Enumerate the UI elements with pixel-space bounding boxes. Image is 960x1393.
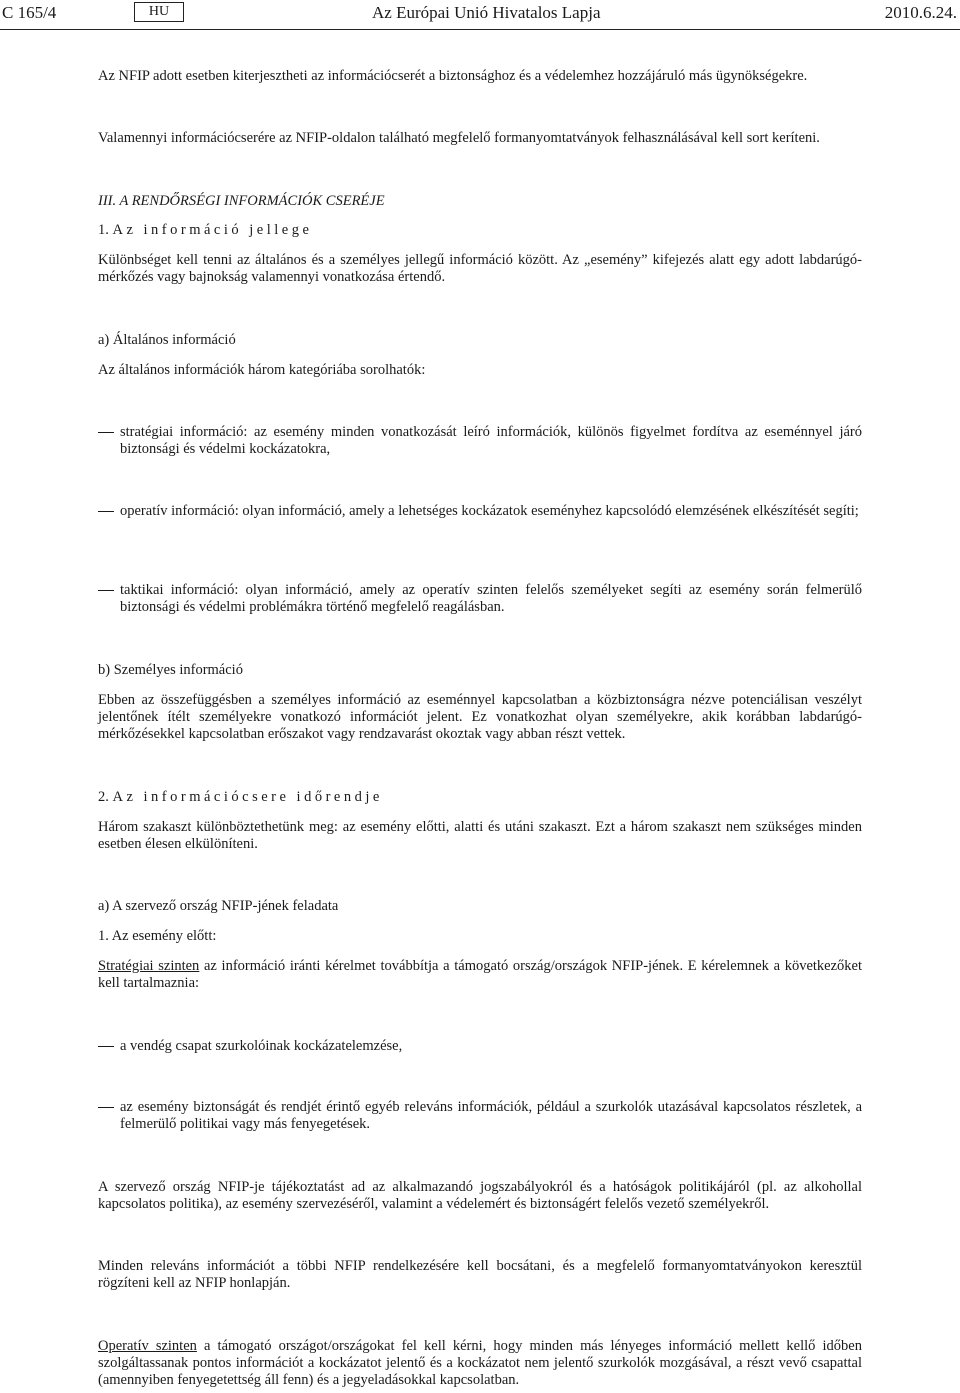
publication-date: 2010.6.24. (884, 3, 957, 22)
strategic-level-text: az információ iránti kérelmet továbbítja a támogató ország/országok NFIP-jének. E kérelemnek a következőket kell tartalmaznia: (98, 958, 862, 991)
dash-icon (98, 582, 114, 599)
page-reference: C 165/4 (2, 3, 57, 22)
list-item-text: az esemény biztonságát és rendjét érintő egyéb releváns információk, például a szurkolók utazásával kapcsolatos részletek, a felmerülő politikai vagy más fenyegetések. (120, 1099, 862, 1132)
strategic-level-label: Stratégiai szinten (98, 958, 200, 974)
paragraph-personal-info: Ebben az összefüggésben a személyes információ az eseménnyel kapcsolatban a közbiztonságra nézve potenciálisan veszélyt jelentőnek ítélt személyekre vonatkozó információt jelent. Ez vonatkozhat olyan személyekre, akik korábban labdarúgó-mérkőzésekkel kapcsolatban erőszakot vagy rendzavarást okoztak vagy abban részt vettek. (98, 692, 862, 742)
subsection-1-heading (98, 222, 862, 239)
list-item-text: a vendég csapat szurkolóinak kockázatelemzése, (120, 1038, 403, 1054)
section-title: III. A RENDŐRSÉGI INFORMÁCIÓK CSERÉJE (98, 193, 385, 209)
paragraph-phases: Három szakaszt különböztethetünk meg: az esemény előtti, alatti és utáni szakaszt. Ezt a három szakaszt nem szükséges minden esetben élesen elkülöníteni. (98, 819, 862, 852)
paragraph-operative-level (98, 1338, 862, 1389)
subsection-2-number: 2. (98, 789, 109, 805)
dash-icon (98, 503, 114, 520)
header-divider (0, 29, 960, 30)
subsection-1-title: Az információ jellege (112, 222, 313, 238)
subsection-2-title: Az információcsere időrendje (112, 789, 383, 805)
paragraph-forms: Valamennyi információcserére az NFIP-oldalon található megfelelő formanyomtatványok felhasználásával kell sort keríteni. (98, 130, 820, 146)
paragraph-info-types: Különbséget kell tenni az általános és a személyes jellegű információ között. Az „esemény” kifejezés alatt egy adott labdarúgó-mérkőzés vagy bajnokság valamennyi vonatkozása értendő. (98, 252, 862, 285)
operative-level-label: Operatív szinten (98, 1338, 197, 1354)
paragraph-general-intro: Az általános információk három kategóriába sorolhatók: (98, 362, 426, 378)
subsection-2-heading (98, 789, 862, 806)
heading-before-event: 1. Az esemény előtt: (98, 928, 217, 944)
paragraph-share-info: Minden releváns információt a többi NFIP rendelkezésére kell bocsátani, és a megfelelő formanyomtatványokon keresztül rögzíteni kell az NFIP honlapján. (98, 1258, 862, 1291)
dash-icon (98, 1038, 114, 1055)
paragraph-host-info: A szervező ország NFIP-je tájékoztatást ad az alkalmazandó jogszabályokról és a hatóságok politikájáról (pl. az alkohollal kapcsolatos politika), az esemény szervezéséről, valamint a védelemért és biztonságért felelős vezető személyekről. (98, 1179, 862, 1212)
heading-general-info: a) Általános információ (98, 332, 236, 348)
subsection-1-number: 1. (98, 222, 109, 238)
list-item-text: operatív információ: olyan információ, amely a lehetséges kockázatok eseményhez kapcsolódó elemzésének elkészítését segíti; (120, 503, 859, 519)
heading-personal-info: b) Személyes információ (98, 662, 243, 678)
list-item-text: taktikai információ: olyan információ, amely az operatív szinten felelős személyeket segíti az esemény során felmerülő biztonsági és védelmi problémákra történő megfelelő reagálásban. (120, 582, 862, 615)
dash-icon (98, 1099, 114, 1116)
operative-level-text: a támogató országot/országokat fel kell kérni, hogy minden más lényeges információ mellett kellő időben szolgáltassanak pontos információt a kockázatot jelentő és a kockázatot nem jelentő szurkolók mozgásával, a részt vevő csapattal (amennyiben fenyegetettség áll fenn) és a jegyeladásokkal kapcsolatban. (98, 1338, 862, 1388)
journal-title: Az Európai Unió Hivatalos Lapja (372, 3, 601, 22)
dash-icon (98, 424, 114, 441)
page-header (0, 2, 960, 24)
list-item-text: stratégiai információ: az esemény minden vonatkozását leíró információk, különös figyelmet fordítva az eseménnyel járó biztonsági és védelmi kockázatokra, (120, 424, 862, 457)
heading-host-nfip: a) A szervező ország NFIP-jének feladata (98, 898, 339, 914)
paragraph-strategic-level (98, 958, 862, 992)
language-badge: HU (134, 2, 184, 22)
paragraph-agencies: Az NFIP adott esetben kiterjesztheti az információcserét a biztonsághoz és a védelemhez hozzájáruló más ügynökségekre. (98, 68, 808, 84)
